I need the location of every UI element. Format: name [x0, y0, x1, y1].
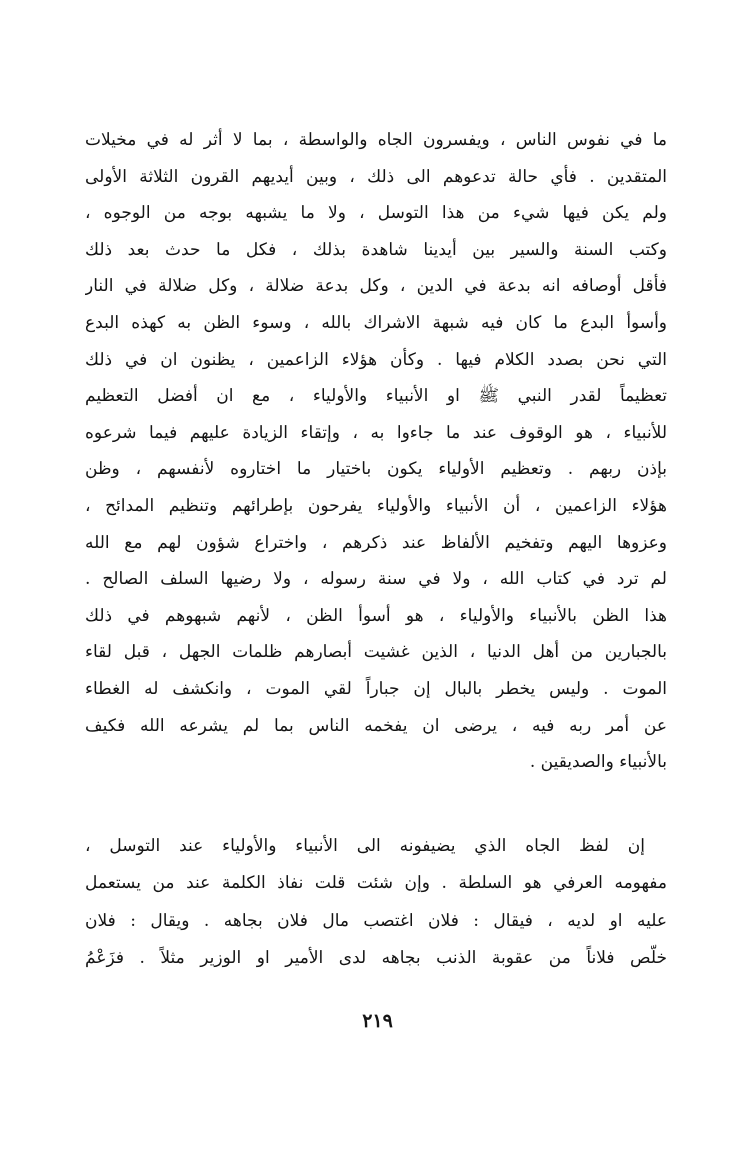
text-line: هؤلاء الزاعمين ، أن الأنبياء والأولياء يفرحون بإطرائهم وتنظيم المدائح ، — [85, 495, 667, 516]
page-number: ٢١٩ — [362, 1010, 393, 1032]
text-line: وأسوأ البدع ما كان فيه شبهة الاشراك بالله ، وسوء الظن به كهذه البدع — [85, 312, 667, 333]
text-line: ولم يكن فيها شيء من هذا التوسل ، ولا ما يشبهه بوجه من الوجوه ، — [85, 203, 667, 224]
text-line: تعظيماً لقدر النبي ﷺ او الأنبياء والأولياء ، مع ان أفضل التعظيم — [85, 386, 667, 407]
text-line: ما في نفوس الناس ، ويفسرون الجاه والواسطة ، بما لا أثر له في مخيلات — [85, 130, 667, 150]
text-line: عن أمر ربه فيه ، يرضى ان يفخمه الناس بما لم يشرعه الله فكيف — [85, 715, 667, 736]
text-line: التي نحن بصدد الكلام فيها . وكأن هؤلاء الزاعمين ، يظنون ان في ذلك — [85, 349, 667, 370]
text-line: فأقل أوصافه انه بدعة في الدين ، وكل بدعة ضلالة ، وكل ضلالة في النار — [85, 276, 667, 297]
text-line: وعزوها اليهم وتفخيم الألفاظ عند ذكرهم ، واختراع شؤون لهم مع الله — [85, 532, 667, 553]
text-line: عليه او لديه ، فيقال : فلان اغتصب مال فلان بجاهه . ويقال : فلان — [85, 910, 667, 931]
text-line: للأنبياء ، هو الوقوف عند ما جاءوا به ، وإتقاء الزيادة عليهم فيما شرعوه — [85, 422, 667, 443]
text-line: بالأنبياء والصديقين . — [529, 752, 667, 773]
text-line: بالجبارين من أهل الدنيا ، الذين غشيت أبصارهم ظلمات الجهل ، قبل لقاء — [85, 642, 667, 663]
text-line: لم ترد في كتاب الله ، ولا في سنة رسوله ، ولا رضيها السلف الصالح . — [85, 569, 667, 590]
text-line: هذا الظن بالأنبياء والأولياء ، هو أسوأ الظن ، لأنهم شبهوهم في ذلك — [85, 605, 667, 626]
text-line: خلّص فلاناً من عقوبة الذنب بجاهه لدى الأمير او الوزير مثلاً . فزَعْمُ — [85, 948, 667, 969]
body-paragraph — [85, 828, 667, 978]
text-line: الموت . وليس يخطر بالبال إن جباراً لقي الموت ، وانكشف له الغطاء — [85, 678, 667, 699]
text-line: وكتب السنة والسير بين أيدينا شاهدة بذلك ، فكل ما حدث بعد ذلك — [85, 239, 667, 260]
body-paragraph — [85, 122, 667, 781]
text-line: بإذن ربهم . وتعظيم الأولياء يكون باختيار ما اختاروه لأنفسهم ، وظن — [85, 459, 667, 480]
text-line: مفهومه العرفي هو السلطة . وإن شئت قلت نفاذ الكلمة عند من يستعمل — [85, 873, 667, 894]
text-line: المتقدين . فأي حالة تدعوهم الى ذلك ، وبين أيديهم القرون الثلاثة الأولى — [85, 166, 667, 187]
text-line: إن لفظ الجاه الذي يضيفونه الى الأنبياء والأولياء عند التوسل ، — [85, 836, 645, 856]
